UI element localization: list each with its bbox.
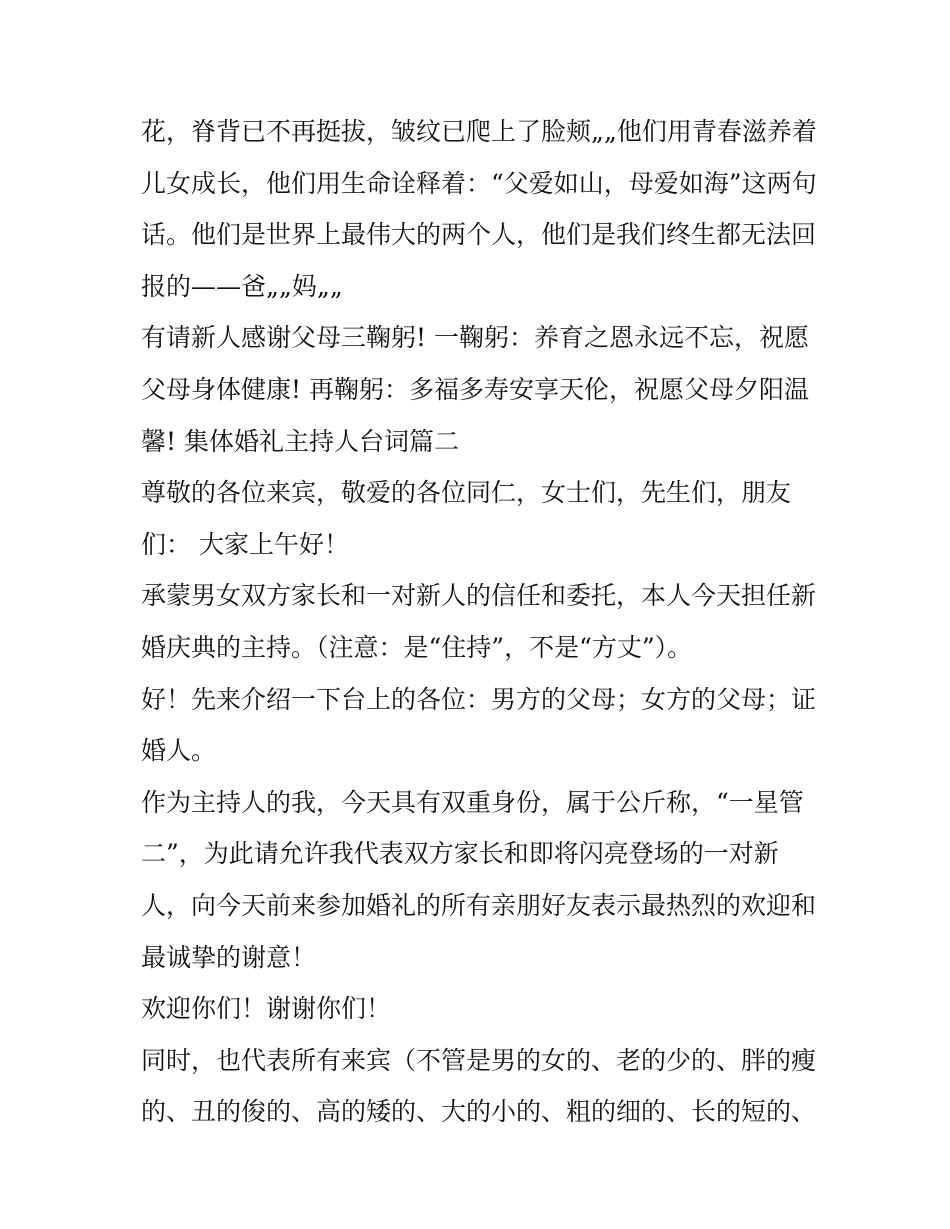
- document-text: [141, 106, 821, 1138]
- text-line: 婚人。: [141, 736, 217, 766]
- text-line: 承蒙男女双方家长和一对新人的信任和委托，本人今天担任新: [141, 581, 817, 611]
- text-line: 花，脊背已不再挺拔，皱纹已爬上了脸颊„„他们用青春滋养着: [141, 117, 817, 146]
- text-line: 作为主持人的我，今天具有双重身份，属于公斤称，“一星管: [141, 787, 804, 817]
- text-line: 好！先来介绍一下台上的各位：男方的父母；女方的父母；证: [141, 684, 817, 714]
- text-line: 婚庆典的主持。（注意：是“住持”，不是“方丈”）。: [141, 632, 693, 662]
- text-line: 报的——爸„„妈„„: [141, 271, 343, 301]
- text-line: 父母身体健康! 再鞠躬：多福多寿安享天伦，祝愿父母夕阳温: [141, 374, 809, 404]
- text-line: 同时，也代表所有来宾（不管是男的女的、老的少的、胖的瘦: [141, 1045, 817, 1075]
- text-line: 欢迎你们！谢谢你们！: [141, 994, 392, 1024]
- text-line: 尊敬的各位来宾，敬爱的各位同仁，女士们，先生们，朋友: [141, 478, 792, 508]
- text-line: 有请新人感谢父母三鞠躬! 一鞠躬：养育之恩永远不忘，祝愿: [141, 323, 809, 353]
- text-line: 人，向今天前来参加婚礼的所有亲朋好友表示最热烈的欢迎和: [141, 890, 817, 920]
- text-line: 儿女成长，他们用生命诠释着：“父爱如山，母爱如海”这两句: [141, 168, 817, 198]
- text-line: 话。他们是世界上最伟大的两个人，他们是我们终生都无法回: [141, 220, 817, 250]
- text-line: 馨! 集体婚礼主持人台词篇二: [141, 426, 459, 456]
- text-line: 最诚挚的谢意！: [141, 942, 317, 972]
- text-line: 们： 大家上午好！: [141, 529, 349, 559]
- text-line: 的、丑的俊的、高的矮的、大的小的、粗的细的、长的短的、: [141, 1097, 817, 1127]
- text-line: 二”，为此请允许我代表双方家长和即将闪亮登场的一对新: [141, 839, 779, 869]
